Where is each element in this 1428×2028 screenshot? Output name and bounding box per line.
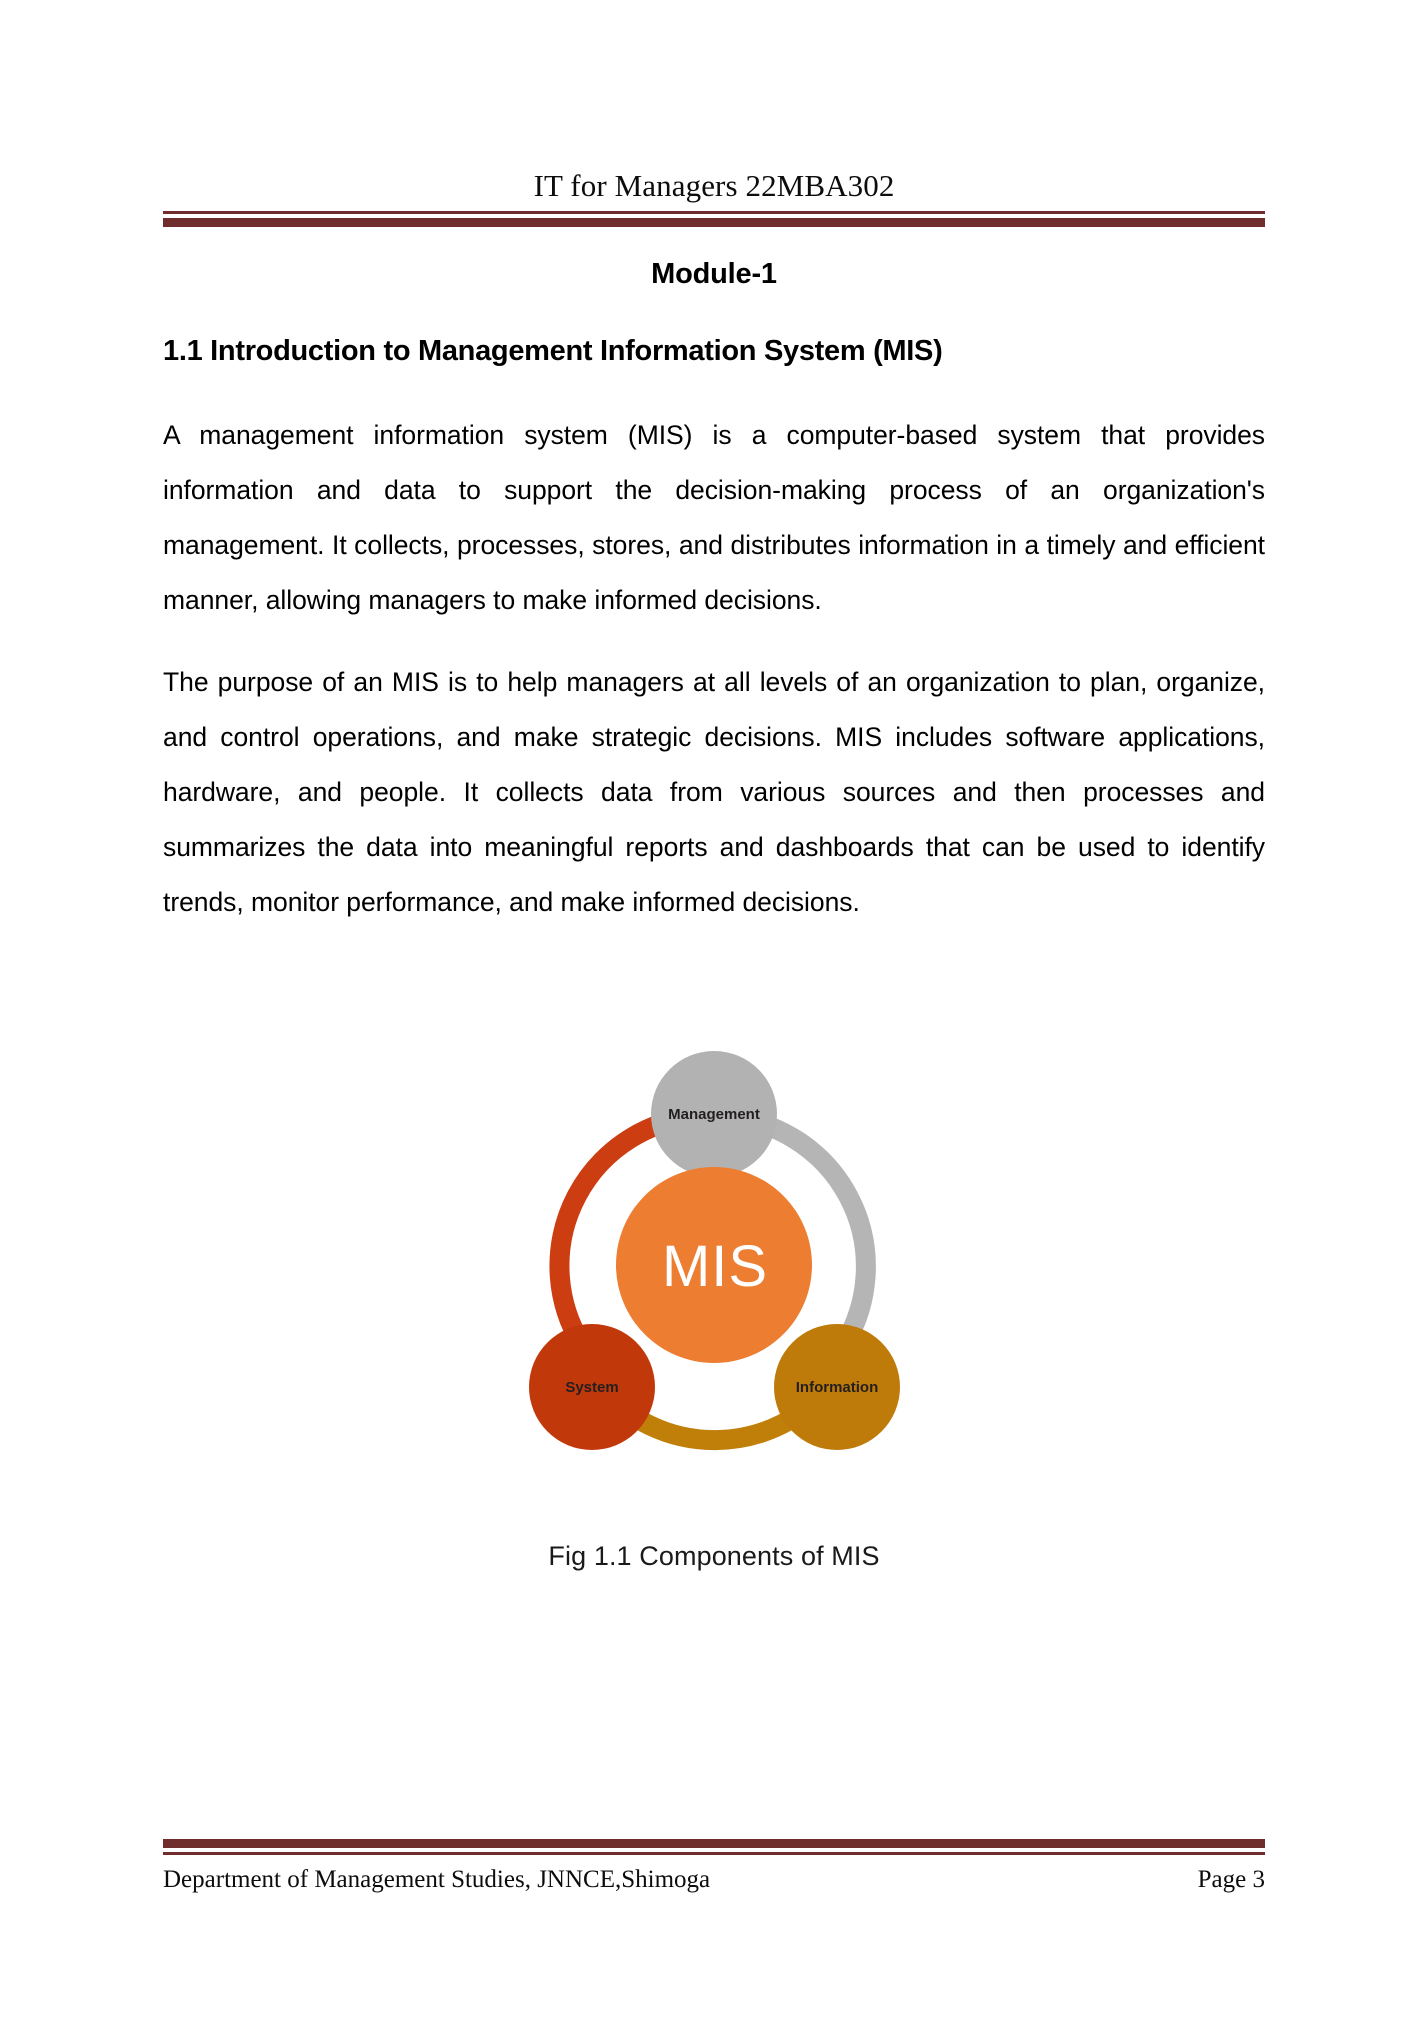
body-paragraph-2: The purpose of an MIS is to help managers at all levels of an organization to plan, organize, and control operations, and make strategic decisions. MIS includes software applications, hardware, and people. It collects data from various sources and then processes and summarizes the data into meaningful reports and dashboards that can be used to identify trends, monitor performance, and make informed decisions. (163, 667, 1265, 917)
section-heading: 1.1 Introduction to Management Information System (MIS) (163, 335, 943, 367)
header-divider-thick-bar (163, 218, 1265, 227)
footer-department-text: Department of Management Studies, JNNCE,Shimoga (163, 1866, 711, 1893)
node-mis-center (616, 1167, 812, 1363)
module-title: Module-1 (651, 258, 777, 290)
node-mis-label: MIS (661, 1234, 769, 1299)
document-body (163, 258, 1265, 930)
node-system-label: System (565, 1379, 619, 1396)
footer-divider-thick-bar (163, 1839, 1265, 1848)
footer-divider (163, 1839, 1265, 1855)
header-divider (163, 211, 1265, 227)
body-paragraph-1: A management information system (MIS) is a computer-based system that provides information and data to support the decision-making process of an organization's management. It collects, processes, stores, and distributes information in a timely and efficient manner, allowing managers to make informed decisions. (163, 420, 1265, 615)
figure-block (163, 1015, 1265, 1572)
node-information-label: Information (795, 1379, 879, 1396)
header-title: IT for Managers 22MBA302 (533, 168, 895, 203)
node-information (774, 1324, 900, 1450)
page-header (163, 168, 1265, 227)
node-management-label: Management (668, 1106, 760, 1123)
footer-divider-thin-line (163, 1852, 1265, 1855)
footer-row (163, 1866, 1265, 1894)
node-management (651, 1051, 777, 1177)
node-system (529, 1324, 655, 1450)
footer-page-number: Page 3 (1197, 1866, 1265, 1893)
mis-components-diagram (504, 1015, 924, 1515)
page-footer (163, 1839, 1265, 1894)
figure-caption: Fig 1.1 Components of MIS (548, 1541, 880, 1571)
